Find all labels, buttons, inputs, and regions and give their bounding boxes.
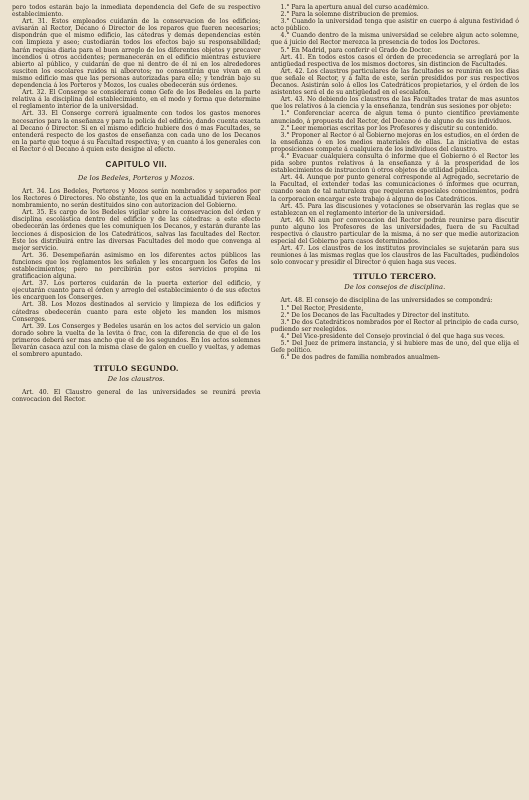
- article-47: Art. 47. Los claustros de los institutos provinciales se sujetarán para sus reuniones á las mismas reglas que los claustros de las Facultades, pudiéndolos solo convocar y presidir el Director ó quien haga sus veces.: [270, 245, 519, 267]
- article-40: Art. 40. El Claustro general de las universidades se reunirá previa convocacion del Rector.: [12, 389, 261, 404]
- left-column: [12, 4, 261, 792]
- list-item: 1.° Del Rector, Presidente,: [280, 304, 364, 312]
- article-39: Art. 39. Los Conserges y Bedeles usarán en los actos del servicio un galon dorado sobre la vuelta de la levita ó frac, con la diferencia de que el de los primeros deberá ser mas ancho que el de los segundos. En los actos solemnes llevarán casaca azul con la misma clase de galon en cuello y vueltas, y ademas el sombrero apuntado.: [12, 322, 261, 359]
- title-heading: TITULO TERCERO.: [353, 272, 437, 282]
- list-item: 4.° Cuando dentro de la misma universidad se celebre algun acto solemne, que á juicio del Rector merezca la presencia de todos los Doctores.: [270, 32, 519, 47]
- list-item: 2.° Leer memorias escritas por los Profesores y discutir su contenido.: [280, 124, 498, 132]
- list-item: 1.° Para la apertura anual del curso académico.: [280, 4, 430, 11]
- list-item: 4.° Evacuar cualquiera consulta ó informe que el Gobierno ó el Rector les pida sobre puntos relativos á la enseñanza y á la prosperidad de los establecimientos de instruccion ú otros objetos de utilidad pública.: [270, 152, 519, 175]
- chapter-heading: CAPITULO VII.: [105, 159, 168, 169]
- list-item: 3.° Cuando la universidad tenga que asistir en cuerpo á alguna festividad ó acto público.: [270, 18, 519, 33]
- title-subheading: De los claustros.: [107, 375, 165, 384]
- article-31: Art. 31. Estos empleados cuidarán de la conservacion de los edificios; avisarán al Rector, Decano ó Director de los reparos que fueren necesarios; dispondrán que el mismo edificio, las cátedras y demas dependencias estén con limpieza y aseo; custodiarán todos los efectos bajo su responsabilidad; harán requisa diaria para el buen arreglo de los diferentes objetos y precaver incendios ú otros accidentes; permanecerán en el edificio mientras estuviere abierto al público, y cuidarán de que ni dentro de él ni en los alrededores susciten los escolares ruidos ni alborotos; no consentirán que vivan en el mismo edificio mas que las personas autorizadas para ello; y tendrán bajo su dependencia á los Porteros y Mozos, los cuales obedecerán sus órdenes.: [12, 18, 261, 90]
- article-34: Art. 34. Los Bedeles, Porteros y Mozos serán nombrados y separados por los Rectores ó Directores. No obstante, los que en la actualidad tuvieren Real nombramiento, no serán destituidos sino con autorizacion del Gobierno.: [12, 187, 261, 210]
- article-38: Art. 38. Los Mozos destinados al servicio y limpieza de los edificios y cátedras obedecerán cuanto para este objeto les manden los mismos Conserges.: [12, 301, 261, 323]
- article-37: Art. 37. Los porteros cuidarán de la puerta exterior del edificio, y ejecutarán cuanto para el órden y arreglo del establecimiento ó de sus efectos les encarguen los Conserges.: [12, 280, 261, 302]
- list-item: 2.° De los Decanos de las Facultades y Director del instituto.: [280, 311, 470, 319]
- list-item: 6.° De dos padres de familia nombrados anualmen-: [280, 354, 441, 362]
- list-item: 5.° Del Juez de primera instancia, y si hubiere mas de uno, del que elija el Gefe político.: [270, 340, 519, 355]
- article-41: Art. 41. En todos estos casos el órden de precedencia se arreglará por la antigüedad respectiva de los mismos doctores, sin distincion de Facultades.: [270, 53, 519, 68]
- article-44: Art. 44. Aunque por punto general corresponde al Agregado, secretario de la Facultad, el extender todas las comunicaciones ó informes que ocurran, cuando sean de tal naturaleza que requieran especiales conocimientos, podrá la corporacion encargar este trabajo á alguno de los Catedráticos.: [270, 174, 519, 203]
- list-item: 1.° Conferenciar acerca de algun tema ó punto científico previamente anunciado, á propuesta del Rector, del Decano ó de alguno de sus individuos.: [270, 110, 519, 125]
- article-46: Art. 46. Ni aun por convocacion del Rector podrán reunirse para discutir punto alguno los Profesores de las universidades, fuera de su Facultad respectiva ó claustro particular de la misma, á no ser que medie autorizacion especial del Gobierno para casos determinados.: [270, 216, 519, 246]
- article-33: Art. 33. El Conserge correrá igualmente con todos los gastos menores necesarios para la enseñanza y para la policía del edificio, dando cuenta exacta al Decano ó Director. Si en el mismo edificio hubiere dos ó mas Facultades, se entenderá respecto de los gastos de enseñanza con cada uno de los Decanos en la parte que toque á su Facultad respectiva; y en cuanto á los generales con el Rector ó el Decano á quien este designe al efecto.: [12, 110, 261, 153]
- article-42: Art. 42. Los claustros particulares de las facultades se reunirán en los dias que señale el Rector, y á falta de este, serán presididos por sus respectivos Decanos. Asistirán solo á ellos los Catedráticos propietarios, y el órden de los asistentes será el de su antigüedad en el escalafon.: [270, 67, 519, 97]
- title-heading: TITULO SEGUNDO.: [93, 364, 179, 374]
- chapter-subheading: De los Bedeles, Porteros y Mozos.: [77, 173, 195, 182]
- article-32: Art. 32. El Conserge se considerará como Gefe de los Bedeles en la parte relativa á la disciplina del establecimiento, en el modo y forma que determine el reglamento interior de la universidad.: [12, 89, 261, 111]
- right-column: [271, 4, 520, 792]
- article-48: Art. 48. El consejo de disciplina de las universidades se compondrá:: [280, 297, 493, 305]
- paragraph: pero todos estarán bajo la inmediata dependencia del Gefe de su respectivo establecimiento.: [12, 4, 261, 19]
- list-item: 4.° Del Vice-presidente del Consejo provincial ó del que haga sus veces.: [280, 332, 505, 340]
- title-subheading: De los consejos de disciplina.: [344, 283, 446, 292]
- list-item: 2.° Para la solemne distribucion de premios.: [280, 11, 419, 19]
- article-35: Art. 35. Es cargo de los Bedeles vigilar sobre la conservacion del órden y disciplina escolástica dentro del edificio y de las cátedras: a este efecto obedecerán las órdenes que les comuniquen los Decanos, y estarán durante las lecciones á disposicion de los Catedráticos, salvas las facultades del Rector. Este los distribuirá entre las diversas Facultades del modo que convenga al mejor servicio.: [12, 209, 261, 252]
- article-45: Art. 45. Para las discusiones y votaciones se observarán las reglas que se establezcan en el reglamento interior de la universidad.: [270, 202, 519, 217]
- list-item: 3.° De dos Catedráticos nombrados por el Rector al principio de cada curso, pudiendo ser reelegidos.: [270, 318, 519, 333]
- article-36: Art. 36. Desempeñarán asimismo en los diferentes actos públicos las funciones que los reglamentos les señalen y les encarguen los Gefes de los establecimientos; pero no percibirán por estos servicios propina ni gratificacion alguna.: [12, 251, 261, 281]
- article-43: Art. 43. No debiendo los claustros de las Facultades tratar de mas asuntos que los relativos á la ciencia y la enseñanza, tendrán sus sesiones por objeto:: [270, 96, 519, 111]
- list-item: 5.° En Madrid, para conferir el Grado de Doctor.: [280, 46, 432, 54]
- list-item: 3.° Proponer al Rector ó al Gobierno mejoras en los estudios, en el órden de la enseñanza ó en los medios materiales de ellas. La iniciativa de estas proposiciones compete á cualquiera de los individuos del claustro.: [270, 131, 519, 153]
